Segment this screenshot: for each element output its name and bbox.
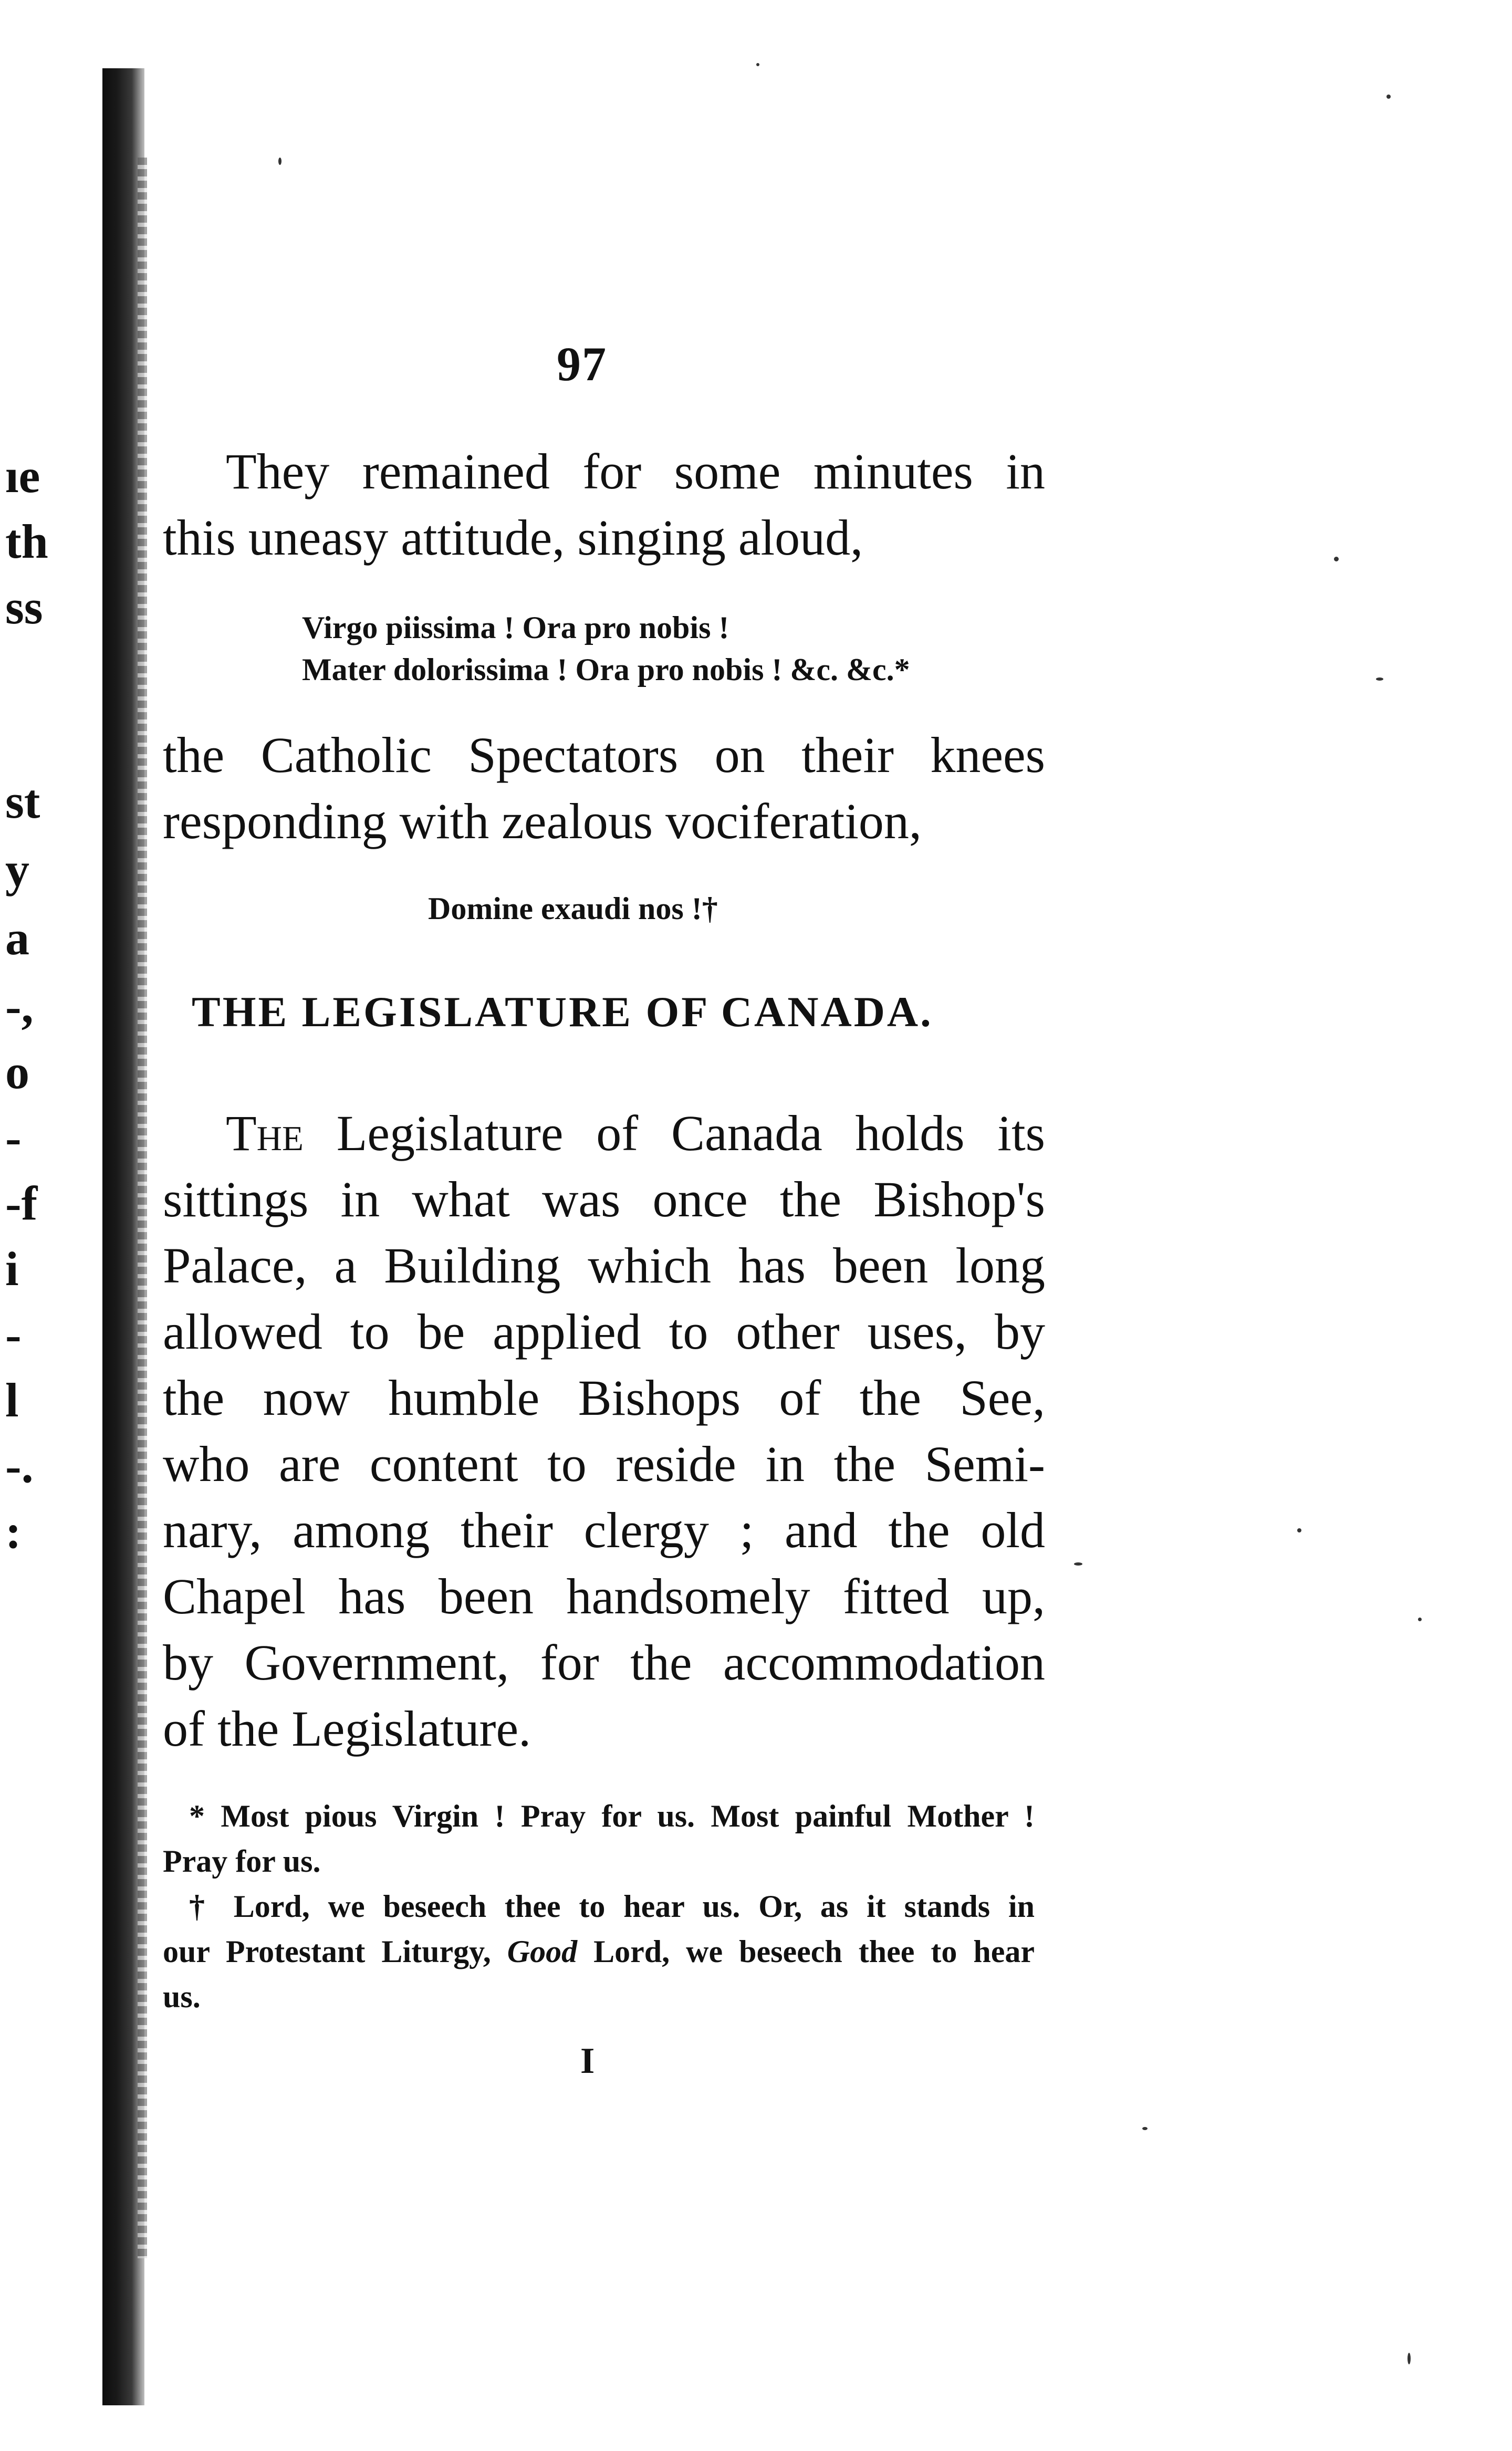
footnote-line — [163, 1929, 1035, 1974]
small-caps-opening: The — [226, 1105, 304, 1161]
latin-response: Domine exaudi nos !† — [428, 891, 718, 926]
scan-speck — [1407, 2353, 1411, 2364]
footnote-line: Pray for us. — [163, 1844, 321, 1879]
facing-fragment: -f — [5, 1176, 38, 1230]
scan-speck — [1386, 95, 1391, 99]
text-line: the Catholic Spectators on their knees — [163, 727, 1045, 783]
text-line: responding with zealous vociferation, — [163, 793, 922, 849]
text-line: allowed to be applied to other uses, by — [163, 1303, 1045, 1360]
facing-fragment: -. — [5, 1439, 34, 1493]
facing-fragment: ss — [5, 580, 43, 634]
footnote-line: † Lord, we beseech thee to hear us. Or, as it stands in — [189, 1889, 1035, 1924]
facing-fragment: l — [5, 1373, 19, 1427]
facing-page-bleed — [5, 0, 95, 2451]
text-line: sittings in what was once the Bishop's — [163, 1171, 1045, 1227]
facing-fragment: ıe — [5, 449, 40, 503]
scan-speck — [756, 63, 759, 66]
signature-mark: I — [580, 2041, 595, 2081]
text-line: who are content to reside in the Semi- — [163, 1436, 1045, 1492]
scan-speck — [1074, 1562, 1082, 1566]
scan-speck — [1142, 2127, 1148, 2130]
facing-fragment: - — [5, 1111, 22, 1164]
section-heading: THE LEGISLATURE OF CANADA. — [192, 988, 933, 1036]
text-line-rest: Legislature of Canada holds its — [303, 1105, 1045, 1161]
footnote-line: * Most pious Virgin ! Pray for us. Most painful Mother ! — [189, 1799, 1035, 1833]
text-line: by Government, for the accommodation — [163, 1634, 1045, 1691]
footnote-line: us. — [163, 1979, 201, 2014]
latin-verse-line-1: Virgo piissima ! Ora pro nobis ! — [302, 610, 729, 645]
text-line: the now humble Bishops of the See, — [163, 1370, 1045, 1426]
page-number: 97 — [557, 337, 607, 391]
gutter-edge-texture — [138, 158, 147, 2258]
text-line — [163, 1100, 1045, 1166]
footnote-emphasis: Good — [507, 1934, 578, 1969]
latin-verse-line-2: Mater dolorissima ! Ora pro nobis ! &c. &c.* — [302, 652, 910, 687]
passage-opening — [163, 439, 1045, 571]
text-line: Palace, a Building which has been long — [163, 1237, 1045, 1294]
section-body — [163, 1100, 1045, 1762]
footnote-text: Lord, we beseech thee to hear — [577, 1934, 1035, 1969]
facing-fragment: i — [5, 1242, 19, 1296]
facing-fragment: -, — [5, 979, 34, 1033]
facing-fragment: : — [5, 1505, 22, 1558]
facing-fragment: o — [5, 1045, 29, 1099]
text-line: nary, among their clergy ; and the old — [163, 1502, 1045, 1558]
footnote-text: our Protestant Liturgy, — [163, 1934, 507, 1969]
text-line: this uneasy attitude, singing aloud, — [163, 509, 863, 566]
text-line: They remained for some minutes in — [226, 443, 1045, 499]
scan-speck — [1334, 557, 1339, 561]
passage-spectators — [163, 722, 1045, 854]
scan-speck — [278, 158, 281, 165]
scan-speck — [1376, 677, 1383, 681]
footnotes — [163, 1793, 1035, 2019]
text-line: of the Legislature. — [163, 1701, 531, 1757]
scan-speck — [1297, 1528, 1301, 1532]
facing-fragment: st — [5, 775, 40, 828]
facing-fragment: a — [5, 911, 29, 965]
facing-fragment: y — [5, 843, 29, 896]
text-line: Chapel has been handsomely fitted up, — [163, 1568, 1045, 1624]
facing-fragment: th — [5, 515, 48, 568]
scan-speck — [1418, 1618, 1422, 1621]
facing-fragment: - — [5, 1308, 22, 1361]
